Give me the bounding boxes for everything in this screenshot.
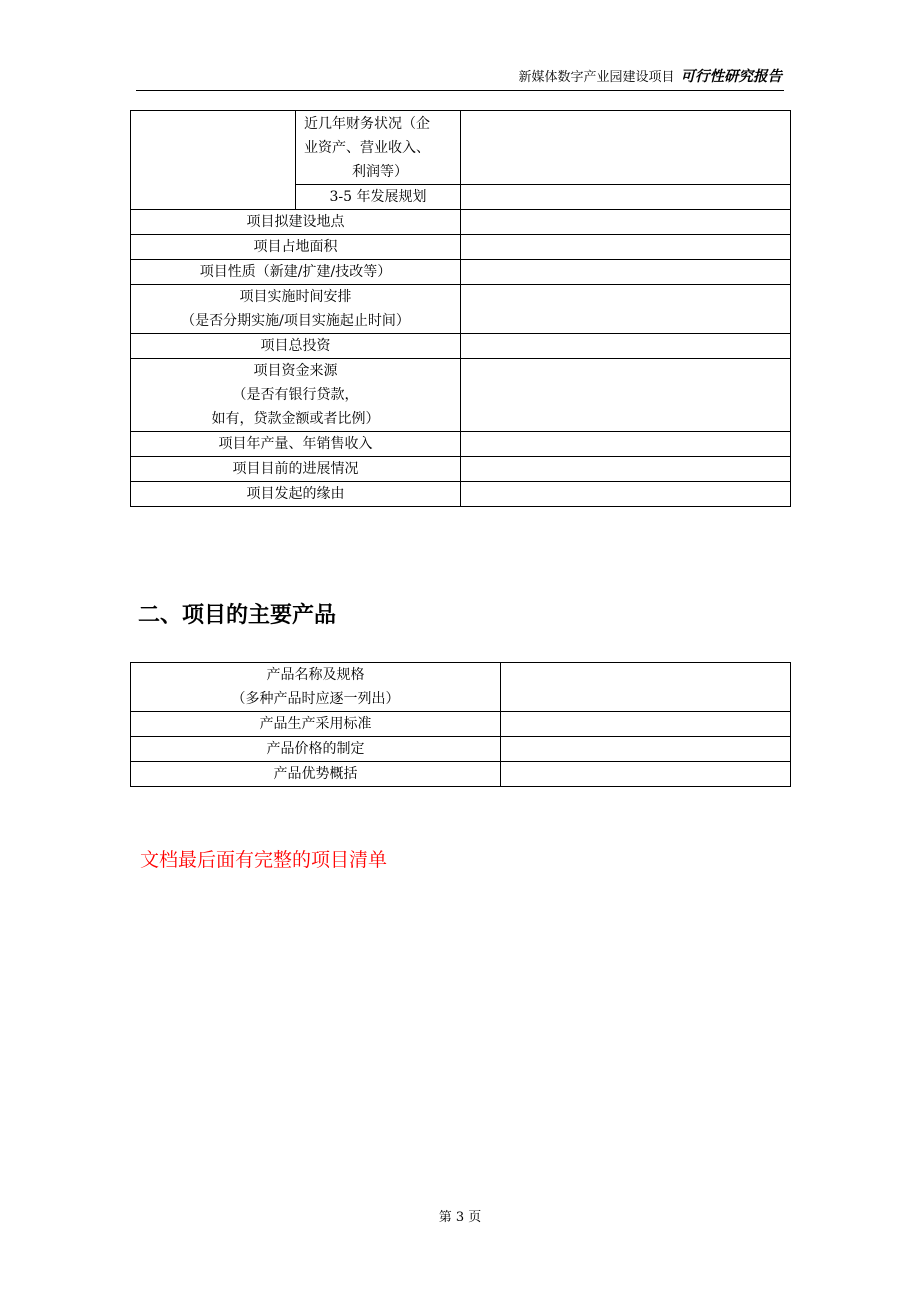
table-row — [131, 737, 791, 762]
product-standard-value[interactable] — [501, 712, 791, 737]
annual-output-label: 项目年产量、年销售收入 — [131, 432, 461, 457]
land-area-value[interactable] — [461, 235, 791, 260]
location-label: 项目拟建设地点 — [131, 210, 461, 235]
table-row — [131, 285, 791, 334]
blank-cell — [131, 111, 296, 210]
schedule-value[interactable] — [461, 285, 791, 334]
table-row — [131, 457, 791, 482]
table-row — [131, 260, 791, 285]
progress-label: 项目目前的进展情况 — [131, 457, 461, 482]
product-name-label: 产品名称及规格 （多种产品时应逐一列出） — [131, 663, 501, 712]
table-row — [131, 663, 791, 712]
progress-value[interactable] — [461, 457, 791, 482]
project-list-note: 文档最后面有完整的项目清单 — [140, 849, 388, 871]
table-row — [131, 712, 791, 737]
section-title: 二、项目的主要产品 — [138, 603, 337, 628]
total-investment-label: 项目总投资 — [131, 334, 461, 359]
product-pricing-value[interactable] — [501, 737, 791, 762]
header-project-name: 新媒体数字产业园建设项目 — [518, 70, 675, 85]
product-pricing-label: 产品价格的制定 — [131, 737, 501, 762]
development-plan-label: 3-5 年发展规划 — [296, 185, 461, 210]
main-products-table — [130, 662, 791, 787]
project-nature-label: 项目性质（新建/扩建/技改等） — [131, 260, 461, 285]
table-row — [131, 432, 791, 457]
finance-status-value[interactable] — [461, 111, 791, 185]
table-row — [131, 111, 791, 185]
header-report-title: 可行性研究报告 — [680, 69, 782, 85]
location-value[interactable] — [461, 210, 791, 235]
development-plan-value[interactable] — [461, 185, 791, 210]
project-info-table — [130, 110, 791, 507]
page-number: 第 3 页 — [438, 1210, 482, 1225]
table-row — [131, 359, 791, 432]
header-text — [518, 65, 782, 86]
land-area-label: 项目占地面积 — [131, 235, 461, 260]
origin-label: 项目发起的缘由 — [131, 482, 461, 507]
table-row — [131, 210, 791, 235]
table-row — [131, 482, 791, 507]
product-name-value[interactable] — [501, 663, 791, 712]
table-row — [131, 762, 791, 787]
finance-status-label: 近几年财务状况（企 业资产、营业收入、 利润等） — [296, 111, 461, 185]
table-row — [131, 334, 791, 359]
funding-source-value[interactable] — [461, 359, 791, 432]
annual-output-value[interactable] — [461, 432, 791, 457]
origin-value[interactable] — [461, 482, 791, 507]
funding-source-label: 项目资金来源 （是否有银行贷款， 如有，贷款金额或者比例） — [131, 359, 461, 432]
product-standard-label: 产品生产采用标准 — [131, 712, 501, 737]
total-investment-value[interactable] — [461, 334, 791, 359]
page-header — [136, 64, 784, 91]
table-row — [131, 235, 791, 260]
product-advantage-label: 产品优势概括 — [131, 762, 501, 787]
schedule-label: 项目实施时间安排 （是否分期实施/项目实施起止时间） — [131, 285, 461, 334]
project-nature-value[interactable] — [461, 260, 791, 285]
product-advantage-value[interactable] — [501, 762, 791, 787]
